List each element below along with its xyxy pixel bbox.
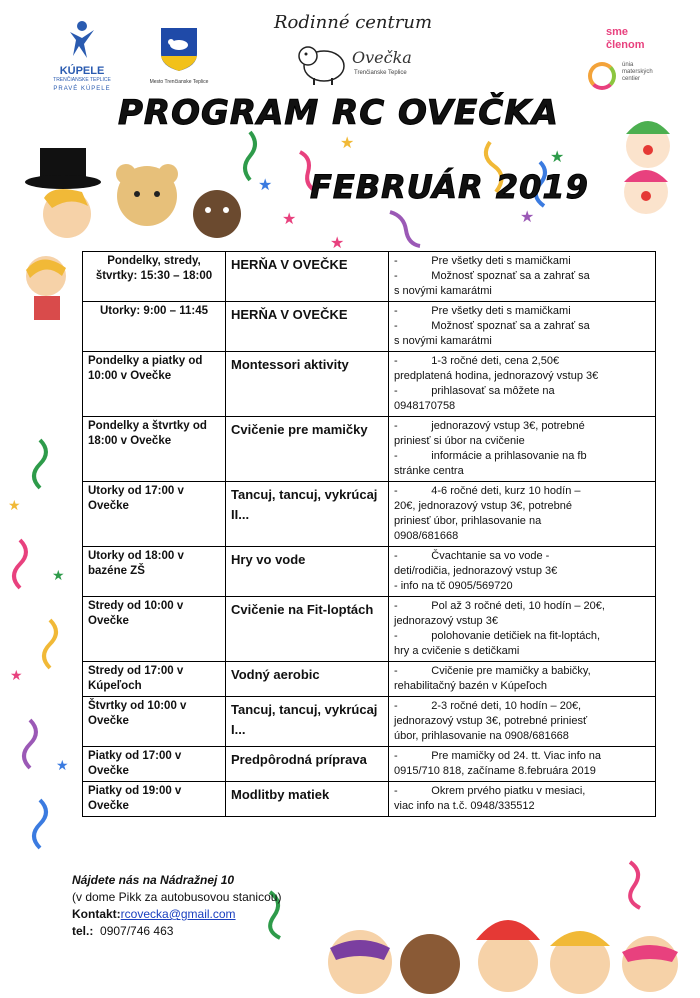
- details-cell: [389, 662, 656, 697]
- details-line: - Pol až 3 ročné deti, 10 hodín – 20€,: [394, 600, 605, 612]
- uni-caption: únia materských centier: [622, 62, 653, 82]
- table-row: [83, 417, 656, 482]
- schedule-cell: Štvrtky od 10:00 v Ovečke: [83, 697, 226, 747]
- rc-line1: Rodinné centrum: [273, 12, 433, 33]
- schedule-cell: Pondelky a piatky od 10:00 v Ovečke: [83, 352, 226, 417]
- contact-line: [72, 906, 281, 923]
- activity-cell: Tancuj, tancuj, vykrúcaj II...: [226, 482, 389, 547]
- contact-label: Kontakt:: [72, 907, 121, 921]
- kupele-sub: TRENČIANSKE TEPLICE: [53, 77, 111, 83]
- details-cell: [389, 417, 656, 482]
- svg-text:★: ★: [10, 667, 23, 683]
- details-line: - Čvachtanie sa vo vode -: [394, 550, 550, 562]
- details-line: - 2-3 ročné deti, 10 hodín – 20€,: [394, 700, 582, 712]
- details-line: priniesť si úbor na cvičenie: [394, 435, 525, 447]
- phone-number: 0907/746 463: [100, 924, 174, 938]
- activity-cell: Tancuj, tancuj, vykrúcaj I...: [226, 697, 389, 747]
- details-cell: [389, 352, 656, 417]
- details-line: hry a cvičenie s detičkami: [394, 645, 520, 657]
- details-line: - prihlasovať sa môžete na: [394, 385, 555, 397]
- details-line: priniesť úbor, prihlasovanie na: [394, 515, 542, 527]
- uni-circle-icon: [588, 62, 616, 90]
- details-line: - polohovanie detičiek na fit-loptách,: [394, 630, 601, 642]
- clowns-illustration: [612, 112, 684, 222]
- activity-cell: Predpôrodná príprava: [226, 747, 389, 782]
- shield-icon: [159, 26, 199, 72]
- details-cell: [389, 482, 656, 547]
- table-row: [83, 252, 656, 302]
- table-row: [83, 302, 656, 352]
- details-line: rehabilitačný bazén v Kúpeľoch: [394, 680, 548, 692]
- activity-cell: Hry vo vode: [226, 547, 389, 597]
- activity-cell: Vodný aerobic: [226, 662, 389, 697]
- kupele-figure-icon: [67, 20, 97, 60]
- svg-text:★: ★: [8, 497, 21, 513]
- table-row: [83, 697, 656, 747]
- page-title: PROGRAM RC OVEČKA: [118, 93, 559, 133]
- details-line: - 1-3 ročné deti, cena 2,50€: [394, 355, 560, 367]
- star-icon: ★: [550, 149, 565, 166]
- table-row: [83, 482, 656, 547]
- table-row: [83, 747, 656, 782]
- details-line: úbor, prihlasovanie na 0908/681668: [394, 730, 569, 742]
- details-line: 20€, jednorazový vstup 3€, potrebné: [394, 500, 572, 512]
- activity-cell: Modlitby matiek: [226, 782, 389, 817]
- svg-text:★: ★: [56, 757, 69, 773]
- schedule-cell: Pondelky, stredy, štvrtky: 15:30 – 18:00: [83, 252, 226, 302]
- kupele-logo: [42, 20, 122, 90]
- address-line2: (v dome Pikk za autobusovou stanicou): [72, 890, 282, 904]
- schedule-cell: Stredy od 10:00 v Ovečke: [83, 597, 226, 662]
- star-icon: ★: [520, 209, 535, 226]
- table-row: [83, 662, 656, 697]
- details-line: 0948170758: [394, 400, 456, 412]
- schedule-cell: Utorky od 18:00 v bazéne ZŠ: [83, 547, 226, 597]
- kupele-name: KÚPELE: [59, 65, 105, 77]
- details-cell: [389, 747, 656, 782]
- details-cell: [389, 697, 656, 747]
- rc-line3: Trenčianske Teplice: [354, 70, 407, 76]
- table-row: [83, 547, 656, 597]
- phone-label: tel.:: [72, 924, 94, 938]
- schedule-cell: Utorky od 17:00 v Ovečke: [83, 482, 226, 547]
- details-cell: [389, 547, 656, 597]
- details-line: - 4-6 ročné deti, kurz 10 hodín –: [394, 485, 581, 497]
- details-line: - informácie a prihlasovanie na fb: [394, 450, 587, 462]
- star-icon: ★: [340, 135, 355, 152]
- schedule-cell: Pondelky a štvrtky od 18:00 v Ovečke: [83, 417, 226, 482]
- schedule-cell: Piatky od 17:00 v Ovečke: [83, 747, 226, 782]
- address-line1: Nájdete nás na Nádražnej 10: [72, 873, 235, 887]
- contact-info: [72, 872, 281, 940]
- details-line: - Okrem prvého piatku v mesiaci,: [394, 785, 586, 797]
- kupele-tag: PRAVÉ KÚPELE: [53, 86, 111, 92]
- details-cell: [389, 597, 656, 662]
- details-cell: [389, 302, 656, 352]
- rc-line2: Ovečka: [352, 48, 412, 67]
- details-line: s novými kamarátmi: [394, 335, 492, 347]
- details-line: - Pre všetky deti s mamičkami: [394, 305, 571, 317]
- details-cell: [389, 252, 656, 302]
- table-row: [83, 352, 656, 417]
- details-line: deti/rodičia, jednorazový vstup 3€: [394, 565, 558, 577]
- activity-cell: HERŇA V OVEČKE: [226, 252, 389, 302]
- rc-ovecka-logo: [268, 12, 438, 92]
- uni-clenom: členom: [606, 39, 645, 51]
- email-link[interactable]: rcovecka@gmail.com: [120, 907, 236, 921]
- schedule-cell: Utorky: 9:00 – 11:45: [83, 302, 226, 352]
- details-cell: [389, 782, 656, 817]
- details-line: viac info na t.č. 0948/335512: [394, 800, 535, 812]
- table-row: [83, 597, 656, 662]
- activity-cell: Cvičenie pre mamičky: [226, 417, 389, 482]
- town-coat-of-arms: [148, 26, 210, 88]
- details-line: 0915/710 818, začíname 8.februára 2019: [394, 765, 596, 777]
- details-line: - Pre mamičky od 24. tt. Viac info na: [394, 750, 602, 762]
- program-rows: [83, 252, 656, 817]
- details-line: jednorazový vstup 3€: [394, 615, 498, 627]
- left-confetti-border: [0, 420, 80, 860]
- star-icon: ★: [330, 235, 345, 252]
- details-line: - info na tč 0905/569720: [394, 580, 513, 592]
- details-line: s novými kamarátmi: [394, 285, 492, 297]
- sheep-icon: [298, 40, 348, 86]
- details-line: - Cvičenie pre mamičky a babičky,: [394, 665, 591, 677]
- schedule-cell: Piatky od 19:00 v Ovečke: [83, 782, 226, 817]
- child-peeking-illustration: [22, 250, 72, 320]
- uni-sme: sme: [606, 26, 629, 38]
- activity-cell: Cvičenie na Fit-loptách: [226, 597, 389, 662]
- star-icon: ★: [258, 177, 273, 194]
- details-line: - jednorazový vstup 3€, potrebné: [394, 420, 585, 432]
- details-line: 0908/681668: [394, 530, 459, 542]
- kids-masks-illustration: [250, 852, 700, 998]
- activity-cell: HERŇA V OVEČKE: [226, 302, 389, 352]
- details-line: jednorazový vstup 3€, potrebné priniesť: [394, 715, 588, 727]
- activity-cell: Montessori aktivity: [226, 352, 389, 417]
- details-line: - Možnosť spoznať sa a zahrať sa: [394, 270, 590, 282]
- kids-illustration: [22, 136, 252, 246]
- details-line: stránke centra: [394, 465, 464, 477]
- program-table: [82, 251, 656, 817]
- town-caption: Mesto Trenčianske Teplice: [149, 79, 209, 85]
- svg-text:★: ★: [52, 567, 65, 583]
- details-line: - Pre všetky deti s mamičkami: [394, 255, 571, 267]
- phone-line: [72, 923, 281, 940]
- uni-materskych-centier-logo: [582, 26, 662, 96]
- details-line: predplatená hodina, jednorazový vstup 3€: [394, 370, 599, 382]
- star-icon: ★: [282, 211, 297, 228]
- table-row: [83, 782, 656, 817]
- details-line: - Možnosť spoznať sa a zahrať sa: [394, 320, 590, 332]
- schedule-cell: Stredy od 17:00 v Kúpeľoch: [83, 662, 226, 697]
- page-subtitle: FEBRUÁR 2019: [310, 168, 589, 206]
